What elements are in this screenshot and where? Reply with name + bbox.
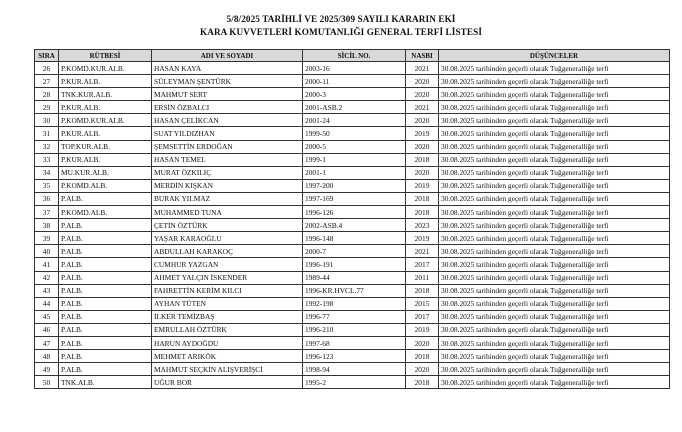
cell-dusunceler: 30.08.2025 tarihinden geçerli olarak Tuğgeneralliğe terfi [439,153,670,166]
table-row [35,114,670,127]
table-row [35,179,670,192]
cell-sira: 34 [35,166,59,179]
cell-nasb: 2015 [406,297,439,310]
cell-dusunceler: 30.08.2025 tarihinden geçerli olarak Tuğgeneralliğe terfi [439,192,670,205]
cell-sicil-no: 2000-11 [303,75,406,88]
cell-nasb: 2019 [406,179,439,192]
cell-nasb: 2018 [406,206,439,219]
cell-rutbe: P.ALB. [59,219,152,232]
cell-sira: 38 [35,219,59,232]
cell-nasb: 2018 [406,376,439,389]
cell-ad-soyad: AHMET YALÇIN İSKENDER [152,271,303,284]
cell-nasb: 2021 [406,62,439,75]
table-body [35,62,670,389]
cell-sicil-no: 2001-ASB.2 [303,101,406,114]
cell-sicil-no: 1996-191 [303,258,406,271]
cell-rutbe: P.ALB. [59,284,152,297]
cell-rutbe: P.KUR.ALB. [59,75,152,88]
cell-dusunceler: 30.08.2025 tarihinden geçerli olarak Tuğgeneralliğe terfi [439,62,670,75]
table-row [35,219,670,232]
cell-rutbe: P.KOMD.KUR.ALB. [59,114,152,127]
cell-rutbe: P.ALB. [59,363,152,376]
cell-rutbe: P.KUR.ALB. [59,101,152,114]
cell-sira: 35 [35,179,59,192]
cell-sira: 40 [35,245,59,258]
cell-sira: 28 [35,88,59,101]
cell-sicil-no: 1992-198 [303,297,406,310]
cell-sira: 50 [35,376,59,389]
cell-rutbe: MU.KUR.ALB. [59,166,152,179]
table-row [35,271,670,284]
cell-nasb: 2018 [406,192,439,205]
cell-sira: 46 [35,323,59,336]
cell-ad-soyad: EMRULLAH ÖZTÜRK [152,323,303,336]
cell-nasb: 2017 [406,310,439,323]
table-row [35,258,670,271]
cell-sira: 43 [35,284,59,297]
cell-dusunceler: 30.08.2025 tarihinden geçerli olarak Tuğgeneralliğe terfi [439,219,670,232]
cell-sira: 37 [35,206,59,219]
cell-dusunceler: 30.08.2025 tarihinden geçerli olarak Tuğgeneralliğe terfi [439,363,670,376]
cell-sicil-no: 1996-KR.HVCL.77 [303,284,406,297]
table-row [35,127,670,140]
cell-dusunceler: 30.08.2025 tarihinden geçerli olarak Tuğgeneralliğe terfi [439,232,670,245]
cell-dusunceler: 30.08.2025 tarihinden geçerli olarak Tuğgeneralliğe terfi [439,297,670,310]
cell-ad-soyad: MAHMUT SEÇKİN ALIŞVERİŞCİ [152,363,303,376]
cell-nasb: 2020 [406,114,439,127]
cell-sicil-no: 1999-1 [303,153,406,166]
cell-nasb: 2019 [406,127,439,140]
cell-rutbe: P.ALB. [59,323,152,336]
cell-ad-soyad: HASAN TEMEL [152,153,303,166]
cell-sira: 26 [35,62,59,75]
table-row [35,206,670,219]
cell-dusunceler: 30.08.2025 tarihinden geçerli olarak Tuğgeneralliğe terfi [439,271,670,284]
cell-rutbe: P.KUR.ALB. [59,127,152,140]
cell-dusunceler: 30.08.2025 tarihinden geçerli olarak Tuğgeneralliğe terfi [439,101,670,114]
cell-nasb: 2020 [406,166,439,179]
cell-sicil-no: 1997-169 [303,192,406,205]
cell-nasb: 2019 [406,323,439,336]
table-row [35,62,670,75]
cell-dusunceler: 30.08.2025 tarihinden geçerli olarak Tuğgeneralliğe terfi [439,350,670,363]
cell-ad-soyad: BURAK YILMAZ [152,192,303,205]
cell-nasb: 2018 [406,153,439,166]
cell-sira: 32 [35,140,59,153]
cell-ad-soyad: ERSİN ÖZBALCI [152,101,303,114]
cell-sira: 44 [35,297,59,310]
cell-sira: 31 [35,127,59,140]
cell-nasb: 2020 [406,75,439,88]
header-sicil-no: SİCİL NO. [303,50,406,62]
header-dusunceler: DÜŞÜNCELER [439,50,670,62]
cell-sicil-no: 1999-50 [303,127,406,140]
cell-rutbe: TNK.ALB. [59,376,152,389]
cell-sicil-no: 1997-68 [303,336,406,349]
cell-sira: 45 [35,310,59,323]
table-row [35,232,670,245]
cell-dusunceler: 30.08.2025 tarihinden geçerli olarak Tuğgeneralliğe terfi [439,323,670,336]
table-row [35,376,670,389]
table-row [35,310,670,323]
table-row [35,350,670,363]
cell-ad-soyad: ABDULLAH KARAKOÇ [152,245,303,258]
cell-sicil-no: 2001-1 [303,166,406,179]
table-row [35,192,670,205]
cell-sicil-no: 1996-126 [303,206,406,219]
cell-sira: 39 [35,232,59,245]
cell-ad-soyad: İLKER TEMİZBAŞ [152,310,303,323]
cell-sira: 36 [35,192,59,205]
table-row [35,153,670,166]
cell-rutbe: P.ALB. [59,350,152,363]
promotion-table [34,49,670,389]
document-title: 5/8/2025 TARİHLİ VE 2025/309 SAYILI KARARIN EKİ [226,14,456,24]
cell-sicil-no: 2000-3 [303,88,406,101]
cell-dusunceler: 30.08.2025 tarihinden geçerli olarak Tuğgeneralliğe terfi [439,284,670,297]
cell-dusunceler: 30.08.2025 tarihinden geçerli olarak Tuğgeneralliğe terfi [439,114,670,127]
cell-sira: 49 [35,363,59,376]
cell-sicil-no: 1997-200 [303,179,406,192]
cell-nasb: 2020 [406,88,439,101]
cell-dusunceler: 30.08.2025 tarihinden geçerli olarak Tuğgeneralliğe terfi [439,127,670,140]
cell-nasb: 2018 [406,350,439,363]
cell-dusunceler: 30.08.2025 tarihinden geçerli olarak Tuğgeneralliğe terfi [439,140,670,153]
table-row [35,323,670,336]
cell-sira: 29 [35,101,59,114]
cell-sicil-no: 2000-7 [303,245,406,258]
header-nasb: NASBI [406,50,439,62]
cell-nasb: 2020 [406,363,439,376]
cell-ad-soyad: MEHMET ARIKÖK [152,350,303,363]
cell-rutbe: P.ALB. [59,245,152,258]
header-sira: SIRA [35,50,59,62]
cell-rutbe: P.KUR.ALB. [59,153,152,166]
cell-ad-soyad: MAHMUT SERT [152,88,303,101]
table-header-row [35,50,670,62]
cell-dusunceler: 30.08.2025 tarihinden geçerli olarak Tuğgeneralliğe terfi [439,206,670,219]
cell-sicil-no: 1996-210 [303,323,406,336]
cell-nasb: 2018 [406,284,439,297]
cell-ad-soyad: UĞUR BOR [152,376,303,389]
cell-ad-soyad: HASAN ÇELİKCAN [152,114,303,127]
cell-ad-soyad: HASAN KAYA [152,62,303,75]
cell-nasb: 2019 [406,232,439,245]
cell-sicil-no: 1998-94 [303,363,406,376]
cell-ad-soyad: ŞEMSETTİN ERDOĞAN [152,140,303,153]
document-subtitle: KARA KUVVETLERİ KOMUTANLIĞI GENERAL TERFİ LİSTESİ [199,27,483,37]
cell-dusunceler: 30.08.2025 tarihinden geçerli olarak Tuğgeneralliğe terfi [439,245,670,258]
table-row [35,297,670,310]
cell-nasb: 2021 [406,245,439,258]
table-row [35,284,670,297]
cell-rutbe: P.KOMD.KUR.ALB. [59,62,152,75]
cell-rutbe: P.KOMD.ALB. [59,179,152,192]
cell-sira: 47 [35,336,59,349]
cell-sicil-no: 1996-148 [303,232,406,245]
cell-ad-soyad: YAŞAR KARAOĞLU [152,232,303,245]
cell-nasb: 2017 [406,258,439,271]
cell-ad-soyad: ÇETİN ÖZTÜRK [152,219,303,232]
cell-sira: 42 [35,271,59,284]
cell-rutbe: P.ALB. [59,232,152,245]
table-row [35,140,670,153]
cell-dusunceler: 30.08.2025 tarihinden geçerli olarak Tuğgeneralliğe terfi [439,336,670,349]
table-row [35,88,670,101]
cell-dusunceler: 30.08.2025 tarihinden geçerli olarak Tuğgeneralliğe terfi [439,258,670,271]
cell-rutbe: TNK.KUR.ALB. [59,88,152,101]
cell-rutbe: P.ALB. [59,271,152,284]
cell-nasb: 2011 [406,271,439,284]
cell-ad-soyad: SUAT YILDIZHAN [152,127,303,140]
cell-rutbe: P.ALB. [59,258,152,271]
table-row [35,166,670,179]
cell-rutbe: P.ALB. [59,192,152,205]
cell-sicil-no: 2002-ASB.4 [303,219,406,232]
cell-sicil-no: 2003-16 [303,62,406,75]
cell-ad-soyad: MERDİN KIŞKAN [152,179,303,192]
cell-rutbe: TOP.KUR.ALB. [59,140,152,153]
cell-sira: 41 [35,258,59,271]
cell-sicil-no: 2001-24 [303,114,406,127]
cell-dusunceler: 30.08.2025 tarihinden geçerli olarak Tuğgeneralliğe terfi [439,310,670,323]
cell-ad-soyad: CUMHUR YAZGAN [152,258,303,271]
cell-rutbe: P.ALB. [59,336,152,349]
cell-sira: 48 [35,350,59,363]
cell-nasb: 2021 [406,101,439,114]
cell-sira: 27 [35,75,59,88]
cell-sira: 30 [35,114,59,127]
table-row [35,75,670,88]
cell-dusunceler: 30.08.2025 tarihinden geçerli olarak Tuğgeneralliğe terfi [439,179,670,192]
table-row [35,336,670,349]
cell-sicil-no: 2000-5 [303,140,406,153]
cell-sicil-no: 1989-44 [303,271,406,284]
table-row [35,101,670,114]
cell-ad-soyad: AYHAN TÜTEN [152,297,303,310]
cell-sira: 33 [35,153,59,166]
cell-nasb: 2020 [406,336,439,349]
cell-nasb: 2020 [406,140,439,153]
cell-dusunceler: 30.08.2025 tarihinden geçerli olarak Tuğgeneralliğe terfi [439,166,670,179]
cell-ad-soyad: MURAT ÖZKILIÇ [152,166,303,179]
cell-ad-soyad: FAHRETTİN KERİM KILCI [152,284,303,297]
table-row [35,363,670,376]
cell-dusunceler: 30.08.2025 tarihinden geçerli olarak Tuğgeneralliğe terfi [439,376,670,389]
header-ad-soyad: ADI VE SOYADI [152,50,303,62]
header-rutbe: RÜTBESİ [59,50,152,62]
cell-ad-soyad: HARUN AYDOĞDU [152,336,303,349]
cell-sicil-no: 1996-123 [303,350,406,363]
cell-dusunceler: 30.08.2025 tarihinden geçerli olarak Tuğgeneralliğe terfi [439,75,670,88]
cell-ad-soyad: SÜLEYMAN ŞENTÜRK [152,75,303,88]
cell-sicil-no: 1996-77 [303,310,406,323]
cell-nasb: 2023 [406,219,439,232]
table-row [35,245,670,258]
cell-dusunceler: 30.08.2025 tarihinden geçerli olarak Tuğgeneralliğe terfi [439,88,670,101]
cell-rutbe: P.ALB. [59,297,152,310]
cell-ad-soyad: MUHAMMED TUNA [152,206,303,219]
cell-rutbe: P.KOMD.ALB. [59,206,152,219]
cell-sicil-no: 1995-2 [303,376,406,389]
cell-rutbe: P.ALB. [59,310,152,323]
